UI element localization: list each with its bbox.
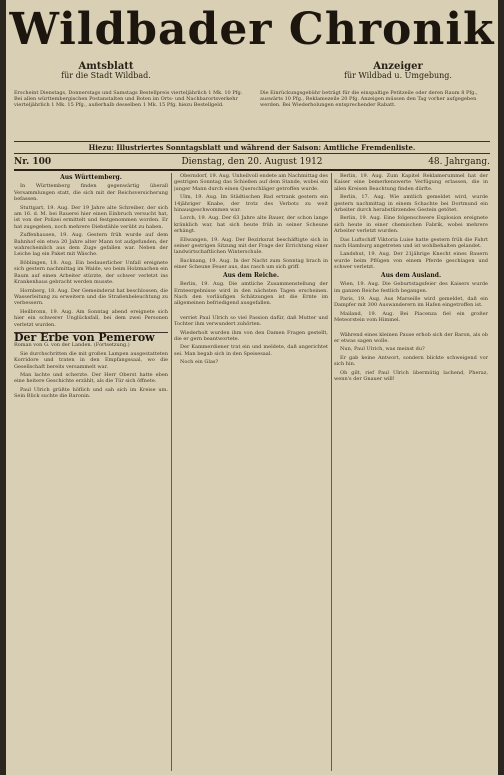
info-row bbox=[14, 90, 490, 140]
feuilleton-title: Der Erbe von Pemerow bbox=[14, 332, 168, 341]
dateline bbox=[14, 155, 490, 171]
newspaper-page bbox=[6, 0, 498, 775]
column-3: Berlin, 19. Aug. Zum Kapitel Reklamerummel hat der Kaiser eine bemerkenswerte Verfügung erlassen, die in allen Kreisen Beachtung finden dürfte. Berlin, 17. Aug. Wie amtlich gemeldet wird, wurde gestern nachmittag in einem Schachte bei Dortmund ein Arbeiter durch herabstürzendes Gestein getötet. Berlin, 19. Aug. Eine folgenschwere Explosion ereignete sich heute in einer chemischen Fabrik, wobei mehrere Arbeiter verletzt wurden. Das Luftschiff Viktoria Luise hatte gestern früh die Fahrt nach Hamburg angetreten und ist wohlbehalten gelandet. Landshut, 19. Aug. Der 21jährige Knecht eines Bauern wurde beim Pflügen von einem Pferde geschlagen und schwer verletzt. Aus dem Ausland. Wien, 19. Aug. Die Geburtstagsfeier des Kaisers wurde im ganzen Reiche festlich begangen. Paris, 19. Aug. Aus Marseille wird gemeldet, daß ein Dampfer mit 300 Auswanderern im Hafen eingetroffen ist. Mailand, 19. Aug. Bei Piacenza fiel ein großer Meteorstein vom Himmel. Während eines kleinen Pause erhob sich der Baron, als ob er etwas sagen wolle. Nun, Paul Ulrich, was meinst du? Er gab keine Antwort, sondern blickte schweigend vor sich hin. Ob gilt, rief Paul Ulrich übermütig lachend, Pheraz, wenn's der Gnauer will! bbox=[334, 173, 488, 382]
column-2: Oberndorf, 19. Aug. Unheilvoll endete am Nachmittag des gestrigen Sonntag das Schießen auf dem Stande, wobei ein junger Mann durch einen Querschläger getroffen wurde. Ulm, 19. Aug. Im Städtischen Bad ertrank gestern ein 14jähriger Knabe, der trotz des Verbots zu weit hinausgeschwommen war. Lorch, 19. Aug. Der 63 Jahre alte Bauer, der schon lange kränklich war, hat sich heute früh in seiner Scheune erhängt. Ellwangen, 19. Aug. Der Bezirksrat beschäftigte sich in seiner gestrigen Sitzung mit der Frage der Errichtung einer landwirtschaftlichen Winterschule. Backnang, 19. Aug. In der Nacht zum Sonntag brach in einer Scheune Feuer aus, das rasch um sich griff. Aus dem Reiche. Berlin, 19. Aug. Die amtliche Zusammenstellung der Ernteergebnisse wird in den nächsten Tagen erscheinen. Nach den vorläufigen Schätzungen ist die Ernte im allgemeinen befriedigend ausgefallen. verriet Paul Ulrich so viel Passion dafür, daß Mutter und Tochter ihm verwundert zuhörten. Wiederholt wurden ihm von den Damen Fragen gestellt, die er gern beantwortete. Der Kammerdiener trat ein und meldete, daß angerichtet sei. Man begab sich in den Speisesaal. Noch ein Glas? bbox=[174, 173, 328, 366]
left-subtitle: Amtsblatt für die Stadt Wildbad. bbox=[61, 61, 151, 80]
issue-number: Nr. 100 bbox=[14, 157, 52, 167]
section-heading: Aus dem Ausland. bbox=[380, 271, 442, 279]
feuilleton-byline: Roman von G. von der Landen. (Fortsetzung.) bbox=[14, 342, 130, 349]
advertising-info: Die Einrückungsgebühr beträgt für die einspaltige Petitzeile oder deren Raum 8 Pfg., auswärts 10 Pfg., Reklamezeile 20 Pfg. Anzeigen müssen den Tag vorher aufgegeben werden. Bei Wiederholungen entsprechender Rabatt. bbox=[260, 90, 478, 108]
supplement-line: Hiezu: Illustriertes Sonntagsblatt und während der Saison: Amtliche Fremdenliste. bbox=[14, 141, 490, 154]
issue-date: Dienstag, den 20. August 1912 bbox=[181, 157, 323, 167]
column-rule bbox=[171, 173, 172, 771]
column-rule bbox=[331, 173, 332, 771]
section-heading: Aus Württemberg. bbox=[60, 174, 122, 181]
subtitle-row bbox=[16, 62, 488, 88]
masthead bbox=[6, 0, 498, 60]
right-subtitle: Anzeiger für Wildbad u. Umgebung. bbox=[344, 61, 452, 80]
volume-year: 48. Jahrgang. bbox=[428, 157, 490, 167]
section-heading: Aus dem Reiche. bbox=[223, 271, 279, 279]
column-1: Aus Württemberg. In Württemberg finden gegenwärtig überall Versammlungen statt, die sich mit der Reichsversicherung befassen. Stuttgart, 19. Aug. Der 19 Jahre alte Schreiber, der sich am 16. d. M. bei Rauerei hier einen Einbruch versucht hat, ist von der Polizei ermittelt und festgenommen worden. Er hat zugegeben, noch mehrere Diebstähle verübt zu haben. Zuffenhausen, 19. Aug. Gestern früh wurde auf dem Bahnhof ein etwa 20 Jahre alter Mann tot aufgefunden, der wahrscheinlich aus dem Zuge gefallen war. Neben der Leiche lag ein Paket mit Wäsche. Böblingen, 18. Aug. Ein bedauerlicher Unfall ereignete sich gestern nachmittag im Walde, wo beim Holzmachen ein Baum auf einen Arbeiter stürzte, der schwer verletzt ins Krankenhaus gebracht werden musste. Hornberg, 18. Aug. Der Gemeinderat hat beschlossen, die Wasserleitung zu erweitern und die Straßenbeleuchtung zu verbessern. Heilbronn, 19. Aug. Am Sonntag abend ereignete sich hier ein schwerer Unglücksfall, bei dem zwei Personen verletzt wurden. Der Erbe von Pemerow Roman von G. von der Landen. (Fortsetzung.) Sie durchschritten die mit großen Lampen ausgestatteten Korridore und traten in den Empfangssaal, wo die Gesellschaft bereits versammelt war. Man lachte und scherzte. Der Herr Oberst hatte eben eine heitere Geschichte erzählt, als die Tür sich öffnete. Paul Ulrich grüßte höflich und sah sich im Kreise um. Sein Blick suchte die Baronin. bbox=[14, 174, 168, 400]
columns bbox=[14, 173, 490, 771]
subscription-info: Erscheint Dienstags, Donnerstags und Samstags Bestellpreis vierteljährlich 1 Mk. 10 Pfg. Bei allen württembergischen Postanstalten und Boten im Orts- und Nachbarortsverkehr vierteljährlich 1 Mk. 15 Pfg., außerhalb desselben 1 Mk. 15 Pfg. hiezu Bestellgeld. bbox=[14, 90, 243, 108]
masthead-title: Wildbader Chronik bbox=[9, 4, 495, 55]
